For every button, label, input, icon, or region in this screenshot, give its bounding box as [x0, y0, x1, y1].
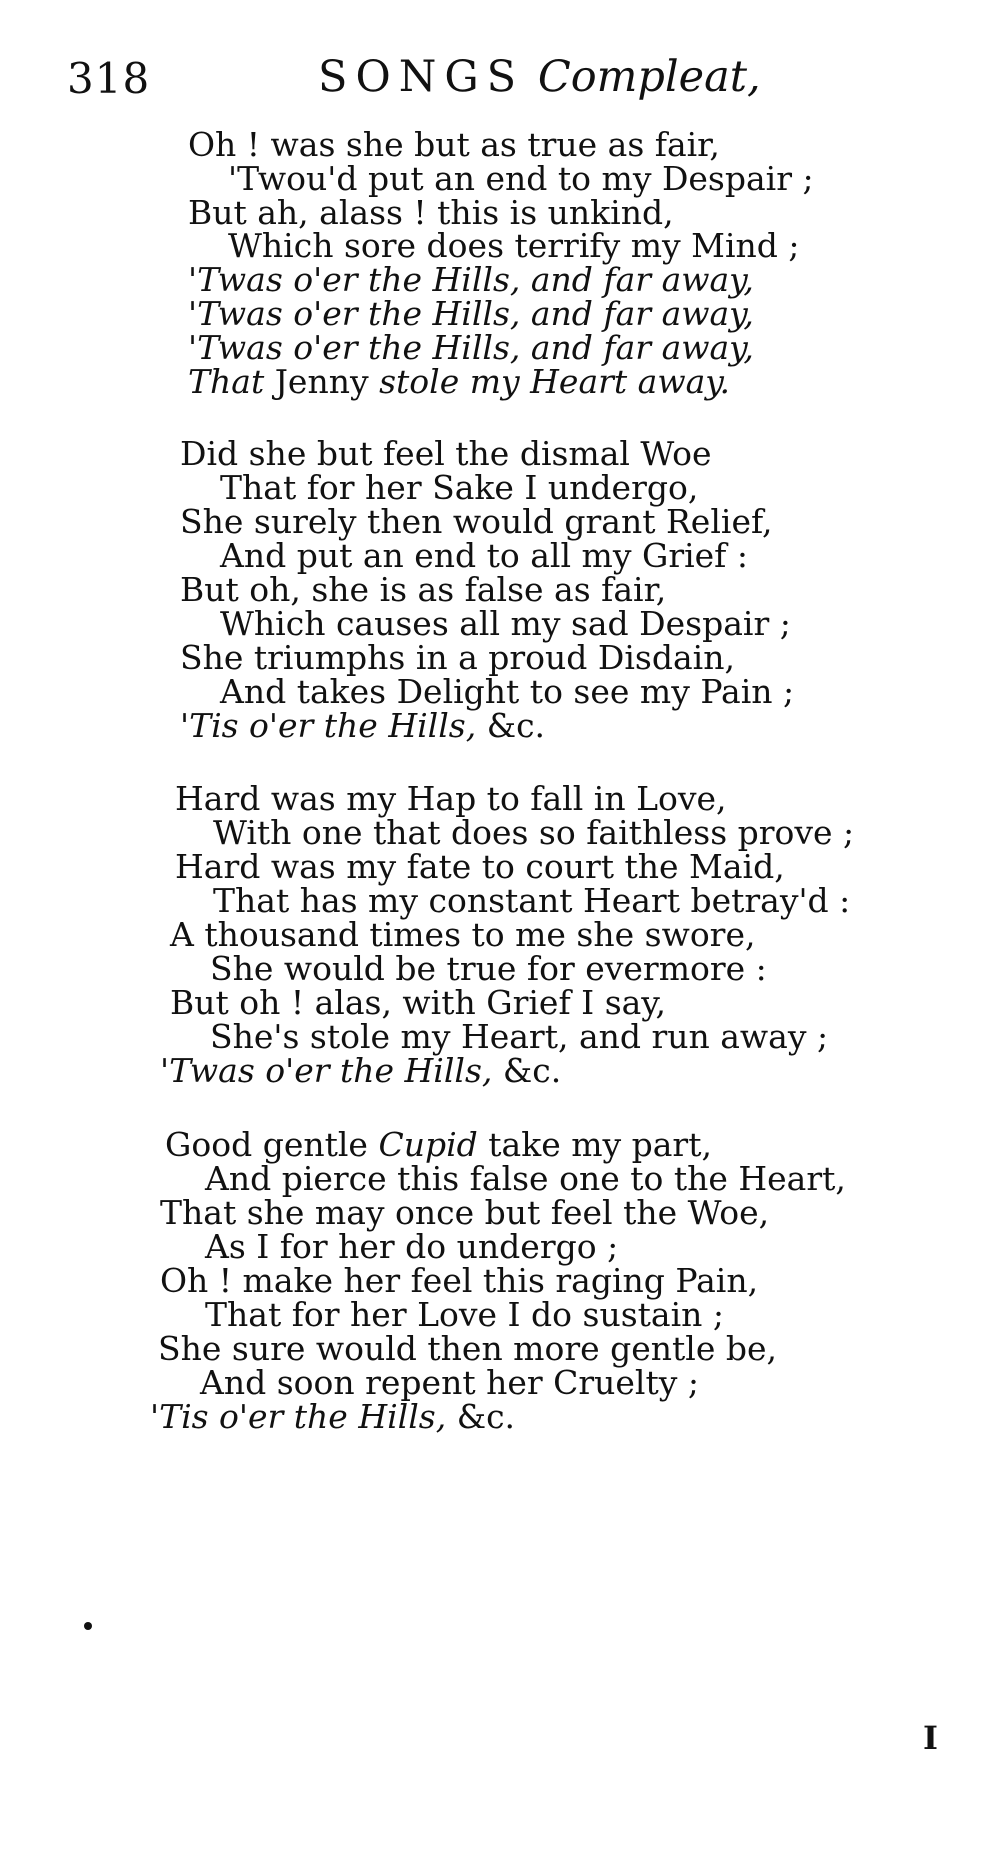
roman-text: That has my constant Heart betray'd : — [213, 881, 851, 920]
roman-text: That for her Sake I undergo, — [220, 468, 699, 507]
italic-text: 'Twas o'er the Hills, and far away, — [188, 260, 754, 300]
roman-text: That for her Love I do sustain ; — [205, 1295, 725, 1334]
poem-line — [200, 1363, 699, 1402]
poem-line — [165, 1125, 712, 1164]
roman-text: 'Twou'd put an end to my Despair ; — [228, 158, 814, 198]
italic-text: 'Twas o'er the Hills, and far away, — [188, 327, 754, 367]
poem-line — [228, 158, 814, 198]
roman-text: But oh ! alas, with Grief I say, — [170, 983, 667, 1022]
roman-text: &c. — [446, 1397, 516, 1436]
roman-text: She's stole my Heart, and run away ; — [210, 1017, 829, 1056]
poem-line — [180, 706, 546, 745]
italic-text: 'Tis o'er the Hills, — [150, 1397, 447, 1436]
poem-line — [220, 468, 699, 507]
poem-line — [220, 604, 791, 643]
running-head-title: SONGS — [318, 52, 525, 102]
roman-text: Hard was my Hap to fall in Love, — [175, 779, 727, 818]
italic-text: 'Twas o'er the Hills, and far away, — [188, 294, 754, 333]
poem-line — [180, 434, 712, 473]
roman-text: Good gentle — [165, 1125, 379, 1164]
roman-text: She surely then would grant Relief, — [180, 502, 773, 541]
poem-line — [188, 294, 754, 333]
roman-text: But ah, alass ! this is unkind, — [188, 192, 674, 232]
italic-text: That — [188, 361, 265, 401]
roman-text: Jenny — [264, 361, 380, 401]
roman-text: Oh ! make her feel this raging Pain, — [160, 1261, 759, 1300]
roman-text: take my part, — [477, 1125, 712, 1164]
poem-line — [220, 672, 795, 711]
italic-text: 'Twas o'er the Hills, — [160, 1051, 493, 1090]
roman-text: Oh ! was she but as true as fair, — [188, 125, 720, 164]
poem-line — [213, 881, 851, 920]
poem-line — [188, 327, 754, 367]
poem-line — [180, 570, 667, 609]
poem-line — [228, 226, 800, 266]
roman-text: And pierce this false one to the Heart, — [205, 1159, 846, 1198]
signature-mark: I — [923, 1719, 938, 1757]
poem-line — [158, 1329, 778, 1368]
poem-line — [170, 915, 756, 954]
roman-text: A thousand times to me she swore, — [170, 915, 756, 954]
roman-text: &c. — [476, 706, 546, 745]
poem-line — [175, 847, 785, 886]
roman-text: That she may once but feel the Woe, — [160, 1193, 770, 1232]
roman-text: And put an end to all my Grief : — [220, 536, 748, 575]
roman-text: Which sore does terrify my Mind ; — [228, 226, 800, 266]
poem-line — [160, 1261, 759, 1300]
italic-text: stole my Heart away. — [379, 361, 731, 401]
poem-line — [180, 502, 773, 541]
poem-line — [213, 813, 855, 852]
roman-text: &c. — [492, 1051, 562, 1090]
roman-text: Did she but feel the dismal Woe — [180, 434, 712, 473]
margin-mark — [84, 1622, 92, 1630]
roman-text: And takes Delight to see my Pain ; — [220, 672, 795, 711]
roman-text: Hard was my fate to court the Maid, — [175, 847, 785, 886]
poem-line — [188, 260, 754, 300]
roman-text: Which causes all my sad Despair ; — [220, 604, 791, 643]
poem-line — [205, 1295, 725, 1334]
roman-text: And soon repent her Cruelty ; — [200, 1363, 699, 1402]
roman-text: But oh, she is as false as fair, — [180, 570, 667, 609]
poem-line — [188, 125, 720, 164]
poem-line — [170, 983, 667, 1022]
page-number: 318 — [67, 54, 151, 103]
poem-line — [175, 779, 727, 818]
italic-text: 'Tis o'er the Hills, — [180, 706, 477, 745]
roman-text: She triumphs in a proud Disdain, — [180, 638, 735, 677]
poem-line — [160, 1051, 562, 1090]
poem-line — [220, 536, 748, 575]
poem-line — [205, 1159, 846, 1198]
poem-line — [210, 1017, 829, 1056]
roman-text: As I for her do undergo ; — [205, 1227, 619, 1266]
poem-line — [188, 361, 731, 401]
poem-line — [210, 949, 767, 988]
roman-text: She would be true for evermore : — [210, 949, 767, 988]
poem-line — [150, 1397, 516, 1436]
roman-text: With one that does so faithless prove ; — [213, 813, 855, 852]
poem-line — [180, 638, 735, 677]
poem-line — [160, 1193, 770, 1232]
poem-line — [188, 192, 674, 232]
italic-text: Cupid — [378, 1125, 478, 1164]
running-head-subtitle: Compleat, — [537, 52, 761, 102]
poem-line — [205, 1227, 619, 1266]
roman-text: She sure would then more gentle be, — [158, 1329, 778, 1368]
